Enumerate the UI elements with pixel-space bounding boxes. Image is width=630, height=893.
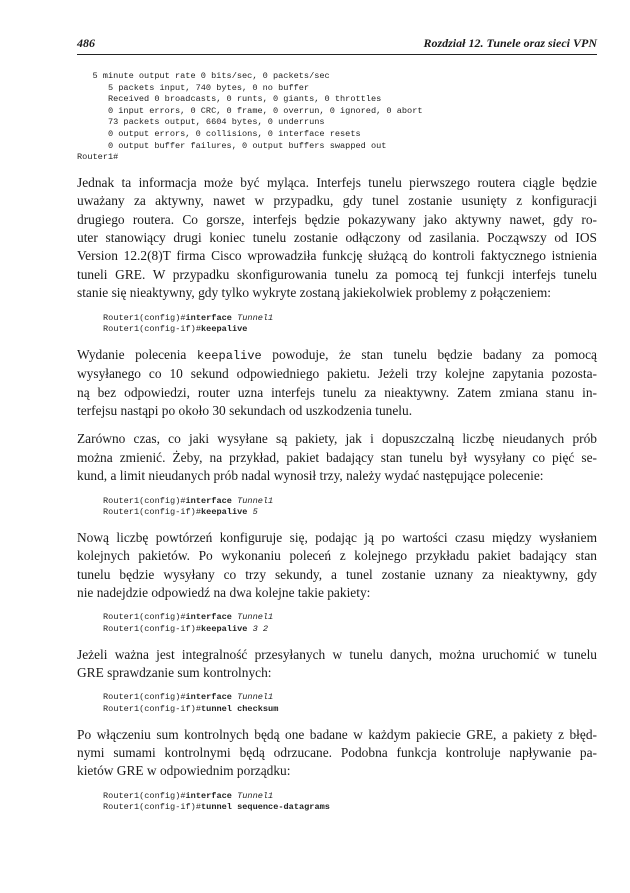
code-tunnel-sequence xyxy=(103,791,597,814)
code-keepalive-5 xyxy=(103,496,597,519)
page-header xyxy=(77,36,597,55)
output-line: Received 0 broadcasts, 0 runts, 0 giants, 0 throttles xyxy=(77,94,382,105)
paragraph-retries xyxy=(77,529,597,603)
paragraph-line: Wydanie polecenia keepalive powoduje, że stan tunelu będzie badany za pomocą xyxy=(77,346,597,363)
code-line: Router1(config)#interface Tunnel1 xyxy=(103,495,274,506)
output-line: 73 packets output, 6604 bytes, 0 underruns xyxy=(77,117,325,128)
output-line: 5 packets input, 740 bytes, 0 no buffer xyxy=(77,82,310,93)
paragraph-line: nie nadejdzie odpowiedź na dwa kolejne takie pakiety: xyxy=(77,585,371,601)
paragraph-line: GRE sprawdzanie sum kontrolnych: xyxy=(77,665,272,681)
chapter-title: Rozdział 12. Tunele oraz sieci VPN xyxy=(423,36,597,50)
paragraph-line: kietów GRE w odpowiednim porządku: xyxy=(77,763,291,779)
book-page xyxy=(77,36,597,824)
paragraph-line: stanie się nieaktywny, gdy tylko wykryte zostaną jakiekolwiek problemy z połączeniem: xyxy=(77,285,551,301)
paragraph-line: ną bez odpowiedzi, router uzna interfejs tunelu za nieaktywny. Zatem zmiana stanu in- xyxy=(77,384,597,400)
paragraph-line: uważany za aktywny, nawet w przypadku, gdy tunel zostanie usunięty z konfiguracji xyxy=(77,193,597,209)
output-line: 5 minute output rate 0 bits/sec, 0 packets/sec xyxy=(77,71,330,81)
paragraph-line: Version 12.2(8)T firma Cisco wprowadziła funkcję służącą do kontroli faktycznego istnienia xyxy=(77,248,597,264)
interface-output-listing xyxy=(77,71,597,164)
paragraph-line: wysyłanego co 10 sekund odpowiedniego pakietu. Jeżeli trzy kolejne zapytania pozosta- xyxy=(77,366,597,382)
paragraph-keepalive-intro xyxy=(77,174,597,303)
code-keepalive-3-2 xyxy=(103,612,597,635)
paragraph-line: Po włączeniu sum kontrolnych będą one badane w każdym pakiecie GRE, a pakiety z błęd- xyxy=(77,726,597,742)
code-keepalive xyxy=(103,313,597,336)
page-number: 486 xyxy=(77,36,95,50)
paragraph-line: nymi sumami kontrolnymi będą odrzucane. Podobna funkcja kontroluje napływanie pa- xyxy=(77,745,597,761)
paragraph-line: Zarówno czas, co jaki wysyłane są pakiety, jak i dopuszczalną liczbę nieudanych prób xyxy=(77,431,597,447)
code-line: Router1(config)#interface Tunnel1 xyxy=(103,790,274,801)
code-line: Router1(config-if)#keepalive 3 2 xyxy=(103,624,269,635)
paragraph-line: tunelu będzie wysyłany co trzy sekundy, a tunel zostanie uznany za nieaktywny, gdy xyxy=(77,566,597,582)
code-line: Router1(config-if)#tunnel checksum xyxy=(103,704,279,715)
paragraph-line: Jeżeli ważna jest integralność przesyłanych w tunelu danych, można uruchomić w tunelu xyxy=(77,646,597,662)
output-line: 0 output errors, 0 collisions, 0 interface resets xyxy=(77,128,361,139)
output-line: 0 input errors, 0 CRC, 0 frame, 0 overrun, 0 ignored, 0 abort xyxy=(77,105,423,116)
code-line: Router1(config)#interface Tunnel1 xyxy=(103,612,274,623)
code-line: Router1(config)#interface Tunnel1 xyxy=(103,312,274,323)
code-line: Router1(config-if)#tunnel sequence-datagrams xyxy=(103,802,330,813)
code-line: Router1(config)#interface Tunnel1 xyxy=(103,692,274,703)
paragraph-sequence-intro xyxy=(77,726,597,781)
paragraph-line: kolejnych pakietów. Po wykonaniu poleceń z kolejnego przykładu pakiet badający stan xyxy=(77,548,597,564)
paragraph-line: drugiego routera. Co gorsze, interfejs będzie pokazywany jako aktywny nawet, gdy ro- xyxy=(77,211,597,227)
paragraph-checksum-intro xyxy=(77,646,597,683)
paragraph-line: tuneli GRE. W przypadku skonfigurowania tunelu za pomocą tej funkcji interfejs tunelu xyxy=(77,266,597,282)
code-line: Router1(config-if)#keepalive 5 xyxy=(103,507,258,518)
code-tunnel-checksum xyxy=(103,692,597,715)
output-line: Router1# xyxy=(77,152,119,163)
paragraph-line: terfejsu nastąpi po około 30 sekundach od uszkodzenia tunelu. xyxy=(77,403,413,418)
paragraph-line: uter stanowiący drugi koniec tunelu zostanie odłączony od zasilania. Począwszy od IOS xyxy=(77,229,597,245)
paragraph-line: kund, a limit nieudanych prób nadal wynosił trzy, należy wydać następujące polecenie: xyxy=(77,468,544,484)
paragraph-line: można zmienić. Żeby, na przykład, pakiet badający stan tunelu był wysyłany co pięć se- xyxy=(77,449,597,465)
paragraph-line: Jednak ta informacja może być myląca. Interfejs tunelu pierwszego routera ciągle będzie xyxy=(77,174,597,190)
paragraph-interval-change xyxy=(77,430,597,485)
output-line: 0 output buffer failures, 0 output buffers swapped out xyxy=(77,140,387,151)
code-line: Router1(config-if)#keepalive xyxy=(103,324,248,335)
paragraph-line: Nową liczbę powtórzeń konfiguruje się, podając ją po wartości czasu między wysłaniem xyxy=(77,529,597,545)
inline-command: keepalive xyxy=(196,348,262,363)
paragraph-keepalive-explanation xyxy=(77,346,597,421)
